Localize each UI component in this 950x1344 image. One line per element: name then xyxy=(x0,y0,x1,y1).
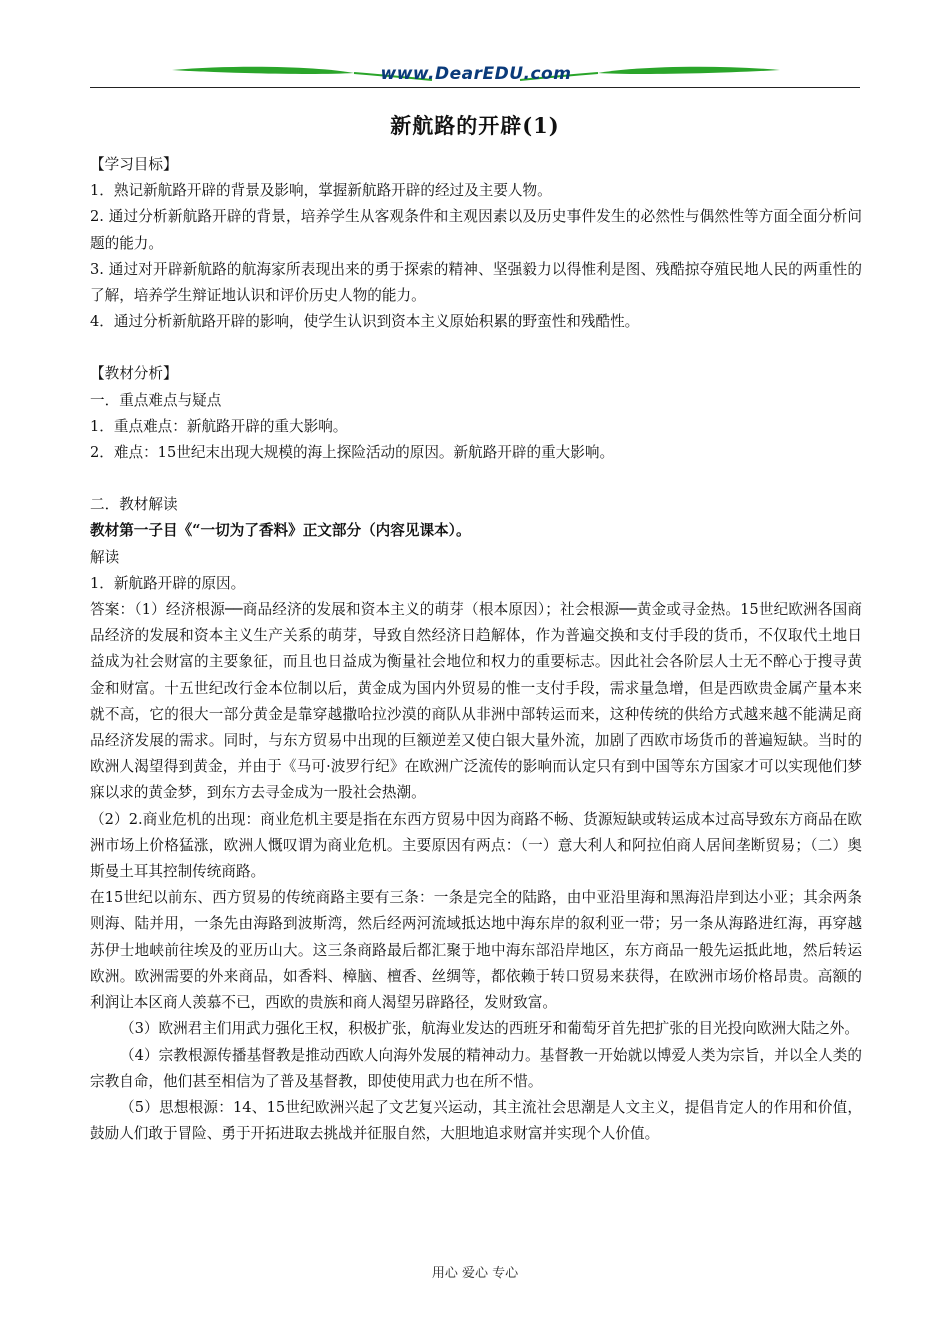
goal-item-3: 3. 通过对开辟新航路的航海家所表现出来的勇于探索的精神、坚强毅力以得惟利是图、残酷掠夺殖民地人民的两重性的了解，培养学生辩证地认识和评价历史人物的能力。 xyxy=(90,260,862,305)
interpret-label: 解读 xyxy=(90,548,120,566)
answer-paragraph-6: （5）思想根源：14、15世纪欧洲兴起了文艺复兴运动，其主流社会思潮是人文主义，提倡肯定人的作用和价值，鼓励人们敢于冒险、勇于开拓进取去挑战并征服自然，大胆地追求财富并实现个人价值。 xyxy=(90,1098,862,1143)
goal-item-4: 4．通过分析新航路开辟的影响，使学生认识到资本主义原始积累的野蛮性和残酷性。 xyxy=(90,313,640,331)
answer-paragraph-2: （2）2.商业危机的出现：商业危机主要是指在东西方贸易中因为商路不畅、货源短缺或转运成本过高导致东方商品在欧洲市场上价格猛涨，欧洲人慨叹谓为商业危机。主要原因有两点：（一）意大利人和阿拉伯商人居间垄断贸易；（二）奥斯曼土耳其控制传统商路。 xyxy=(90,810,862,881)
document-title: 新航路的开辟(1) xyxy=(390,113,560,138)
point-item-2: 2．难点：15世纪末出现大规模的海上探险活动的原因。新航路开辟的重大影响。 xyxy=(90,444,615,462)
site-header-banner xyxy=(92,60,860,90)
document-body xyxy=(90,152,862,1147)
subsection-heading: 教材第一子目《“一切为了香料》正文部分（内容见课本）。 xyxy=(90,522,471,540)
goal-item-2: 2. 通过分析新航路开辟的背景，培养学生从客观条件和主观因素以及历史事件发生的必然性与偶然性等方面全面分析问题的能力。 xyxy=(90,208,862,252)
spacer xyxy=(90,466,862,492)
goal-item-1: 1．熟记新航路开辟的背景及影响，掌握新航路开辟的经过及主要人物。 xyxy=(90,182,552,200)
goals-heading: 【学习目标】 xyxy=(90,156,178,173)
answer-paragraph-4: （3）欧洲君主们用武力强化王权，积极扩张，航海业发达的西班牙和葡萄牙首先把扩张的目光投向欧洲大陆之外。 xyxy=(120,1020,859,1038)
answer-paragraph-5: （4）宗教根源传播基督教是推动西欧人向海外发展的精神动力。基督教一开始就以博爱人类为宗旨，并以全人类的宗教自命，他们甚至相信为了普及基督教，即使使用武力也在所不惜。 xyxy=(90,1046,862,1090)
point-item-1: 1．重点难点：新航路开辟的重大影响。 xyxy=(90,417,348,435)
spacer xyxy=(90,335,862,361)
header-divider xyxy=(90,87,860,88)
analysis-heading: 【教材分析】 xyxy=(90,365,178,383)
section-heading-2: 二．教材解读 xyxy=(90,496,178,514)
site-url-logo: www.DearEDU.com xyxy=(380,64,572,84)
answer-paragraph-1: 答案：（1）经济根源──商品经济的发展和资本主义的萌芽（根本原因）；社会根源──黄金或寻金热。15世纪欧洲各国商品经济的发展和资本主义生产关系的萌芽，导致自然经济日趋解体，作为普遍交换和支付手段的货币，不仅取代土地日益成为社会财富的主要象征，而且也日益成为衡量社会地位和权力的重要标志。因此社会各阶层人士无不醉心于搜寻黄金和财富。十五世纪改行金本位制以后，黄金成为国内外贸易的惟一支付手段，需求量急增，但是西欧贵金属产量本来就不高，它的很大一部分黄金是靠穿越撒哈拉沙漠的商队从非洲中部转运而来，这种传统的供给方式越来越不能满足商品经济发展的需求。同时，与东方贸易中出现的巨额逆差又使白银大量外流，加剧了西欧市场货币的普遍短缺。当时的欧洲人渴望得到黄金，并由于《马可·波罗行纪》在欧洲广泛流传的影响而认定只有到中国等东方国家才可以实现他们梦寐以求的黄金梦，到东方去寻金成为一股社会热潮。 xyxy=(90,601,862,802)
answer-paragraph-3: 在15世纪以前东、西方贸易的传统商路主要有三条：一条是完全的陆路，由中亚沿里海和黑海沿岸到达小亚；其余两条则海、陆并用，一条先由海路到波斯湾，然后经两河流域抵达地中海东岸的叙利亚一带；另一条从海路进红海，再穿越苏伊士地峡前往埃及的亚历山大。这三条商路最后都汇聚于地中海东部沿岸地区，东方商品一般先运抵此地，然后转运欧洲。欧洲需要的外来商品，如香料、樟脑、檀香、丝绸等，都依赖于转口贸易来获得，在欧洲市场价格昂贵。高额的利润让本区商人羡慕不已，西欧的贵族和商人渴望另辟路径，发财致富。 xyxy=(90,889,862,1012)
question-1: 1．新航路开辟的原因。 xyxy=(90,574,246,592)
section-heading-1: 一．重点难点与疑点 xyxy=(90,391,222,409)
page-footer: 用心 爱心 专心 xyxy=(431,1266,519,1281)
